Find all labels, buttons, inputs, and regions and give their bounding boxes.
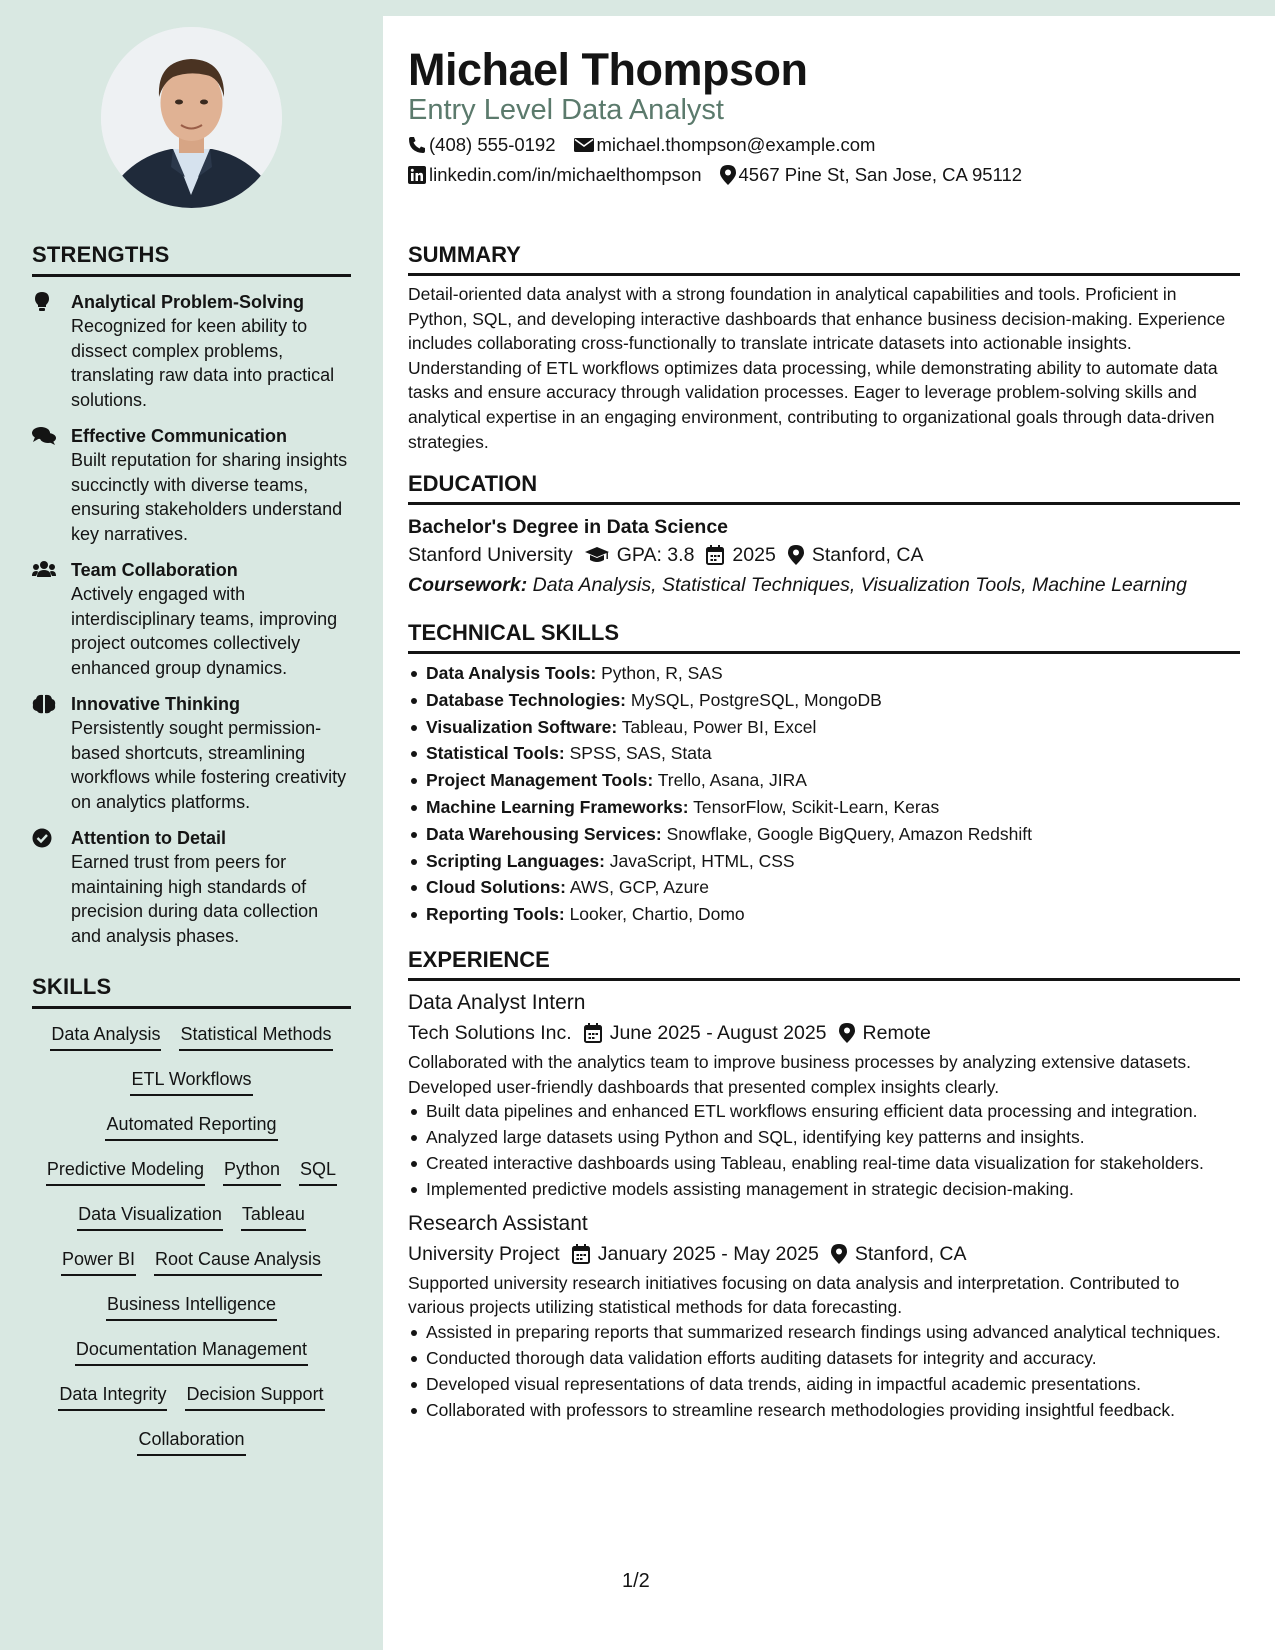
- email-text[interactable]: michael.thompson@example.com: [596, 134, 876, 155]
- list-item: [408, 821, 1240, 848]
- job-title: Research Assistant: [408, 1211, 588, 1235]
- envelope-icon: [574, 137, 594, 153]
- coursework-line: [408, 570, 1240, 600]
- technical-skills-list: [408, 660, 1240, 928]
- skills-list: [32, 1021, 351, 1471]
- address-text: 4567 Pine St, San Jose, CA 95112: [738, 164, 1023, 185]
- skill-label: Scripting Languages:: [426, 850, 605, 871]
- comments-icon: [32, 426, 56, 446]
- degree-title: Bachelor's Degree in Data Science: [408, 516, 729, 538]
- users-icon: [32, 560, 56, 580]
- check-circle-icon: [32, 828, 56, 848]
- skill-tag: Decision Support: [185, 1381, 324, 1411]
- job-bullets: [408, 1320, 1240, 1423]
- job-location: Remote: [862, 1022, 931, 1044]
- technical-skills-heading: TECHNICAL SKILLS: [408, 620, 1240, 654]
- skill-tag: Tableau: [241, 1201, 306, 1231]
- skill-value: JavaScript, HTML, CSS: [609, 850, 795, 871]
- education-heading: EDUCATION: [408, 471, 1240, 505]
- experience-section: [408, 947, 1240, 1424]
- skill-value: Tableau, Power BI, Excel: [621, 716, 817, 737]
- brain-icon: [32, 694, 56, 714]
- coursework-text: Data Analysis, Statistical Techniques, Visualization Tools, Machine Learning: [532, 574, 1187, 596]
- map-pin-icon: [720, 165, 736, 185]
- resume-header: [383, 16, 1275, 216]
- list-item: Implemented predictive models assisting management in strategic decision-making.: [408, 1177, 1240, 1202]
- graduation-year: 2025: [732, 544, 776, 566]
- skill-value: AWS, GCP, Azure: [569, 877, 709, 898]
- strength-desc: Built reputation for sharing insights succinctly with diverse teams, ensuring stakeholders understand key narratives.: [71, 450, 348, 544]
- list-item: Created interactive dashboards using Tableau, enabling real-time data visualization for stakeholders.: [408, 1151, 1240, 1176]
- strength-item: [32, 692, 351, 814]
- year-item: [706, 540, 775, 570]
- graduation-cap-icon: [585, 546, 609, 564]
- job-entry: [408, 1209, 1240, 1423]
- map-pin-icon: [831, 1244, 847, 1264]
- map-pin-icon: [788, 545, 804, 565]
- skill-value: Trello, Asana, JIRA: [657, 770, 807, 791]
- company-name: Tech Solutions Inc.: [408, 1022, 572, 1044]
- phone-text: (408) 555-0192: [429, 134, 556, 155]
- address-item: [720, 164, 1023, 186]
- job-description: Collaborated with the analytics team to improve business processes by analyzing extensive datasets. Developed user-friendly dashboards that presented complex insights clearly.: [408, 1052, 1192, 1097]
- strength-item: [32, 290, 351, 412]
- avatar: [101, 27, 282, 208]
- page-number: 1/2: [622, 1570, 650, 1592]
- skill-label: Project Management Tools:: [426, 770, 654, 791]
- edu-location-item: [788, 540, 924, 570]
- job-bullets: [408, 1099, 1240, 1202]
- skill-tag: Root Cause Analysis: [154, 1246, 322, 1276]
- list-item: [408, 740, 1240, 767]
- list-item: Assisted in preparing reports that summarized research findings using advanced analytical techniques.: [408, 1320, 1240, 1345]
- strength-item: [32, 826, 351, 948]
- strength-title: Attention to Detail: [71, 828, 226, 848]
- skill-label: Machine Learning Frameworks:: [426, 796, 689, 817]
- skill-tag: Automated Reporting: [105, 1111, 277, 1141]
- education-section: [408, 471, 1240, 600]
- strength-title: Team Collaboration: [71, 560, 238, 580]
- skill-tag: ETL Workflows: [130, 1066, 252, 1096]
- summary-text: Detail-oriented data analyst with a strong foundation in analytical capabilities and tools. Proficient in Python, SQL, and developing interactive dashboards that enhance business decision-making. Experience includes collaborating cross-functionally to translate intricate datasets into actionable insights. Understanding of ETL workflows optimizes data processing, while demonstrating ability to automate data tasks and ensure accuracy through validation processes. Eager to leverage problem-solving skills and analytical expertise in an engaging environment, contributing to organizational goals through data-driven strategies.: [408, 284, 1226, 452]
- skill-label: Data Warehousing Services:: [426, 823, 662, 844]
- calendar-icon: [706, 545, 724, 565]
- list-item: [408, 687, 1240, 714]
- list-item: [408, 901, 1240, 928]
- school-name: Stanford University: [408, 544, 573, 566]
- coursework-label: Coursework:: [408, 574, 528, 596]
- skill-tag: Data Visualization: [77, 1201, 223, 1231]
- strength-title: Effective Communication: [71, 426, 288, 446]
- company-item: [408, 1018, 572, 1048]
- skill-tag: Python: [223, 1156, 281, 1186]
- strengths-heading: STRENGTHS: [32, 242, 351, 277]
- strength-desc: Recognized for keen ability to dissect complex problems, translating raw data into practical solutions.: [71, 316, 335, 410]
- phone-item: [408, 134, 556, 156]
- gpa-text: GPA: 3.8: [616, 544, 695, 566]
- strengths-section: [32, 242, 351, 948]
- strength-item: [32, 424, 351, 546]
- skill-tag: SQL: [299, 1156, 337, 1186]
- skill-label: Visualization Software:: [426, 716, 618, 737]
- lightbulb-icon: [32, 292, 56, 312]
- strength-item: [32, 558, 351, 680]
- skills-section: [32, 974, 351, 1471]
- calendar-icon: [572, 1244, 590, 1264]
- job-description: Supported university research initiatives focusing on data analysis and interpretation. Contributed to various projects utilizing statistical methods for data forecasting.: [408, 1272, 1180, 1318]
- candidate-role: Entry Level Data Analyst: [408, 94, 724, 126]
- skill-value: TensorFlow, Scikit-Learn, Keras: [693, 796, 940, 817]
- job-dates: January 2025 - May 2025: [597, 1242, 819, 1265]
- candidate-name: Michael Thompson: [408, 44, 808, 95]
- skill-tag: Data Integrity: [58, 1381, 167, 1411]
- linkedin-text[interactable]: linkedin.com/in/michaelthompson: [429, 164, 702, 185]
- skill-value: Looker, Chartio, Domo: [569, 904, 745, 925]
- skill-label: Statistical Tools:: [426, 743, 565, 764]
- skill-label: Reporting Tools:: [426, 904, 565, 925]
- job-entry: [408, 988, 1240, 1202]
- list-item: [408, 767, 1240, 794]
- linkedin-icon: [408, 166, 426, 184]
- skill-value: MySQL, PostgreSQL, MongoDB: [630, 689, 882, 710]
- contact-line-1: [408, 134, 893, 156]
- dates-item: [584, 1018, 827, 1048]
- school-item: [408, 540, 573, 570]
- edu-location: Stanford, CA: [811, 544, 924, 566]
- skill-tag: Data Analysis: [50, 1021, 161, 1051]
- gpa-item: [585, 540, 695, 570]
- calendar-icon: [584, 1023, 602, 1043]
- linkedin-item[interactable]: [408, 164, 702, 186]
- list-item: [408, 714, 1240, 741]
- job-location-item: [839, 1018, 931, 1048]
- skill-tag: Business Intelligence: [106, 1291, 277, 1321]
- skill-value: Snowflake, Google BigQuery, Amazon Redshift: [666, 823, 1032, 844]
- list-item: Conducted thorough data validation efforts auditing datasets for integrity and accuracy.: [408, 1346, 1240, 1371]
- phone-icon: [408, 136, 426, 154]
- skill-tag: Power BI: [61, 1246, 136, 1276]
- list-item: [408, 874, 1240, 901]
- summary-section: [408, 242, 1240, 454]
- skill-value: Python, R, SAS: [601, 663, 723, 683]
- skill-tag: Collaboration: [137, 1426, 245, 1456]
- summary-heading: SUMMARY: [408, 242, 1240, 276]
- job-dates: June 2025 - August 2025: [609, 1022, 827, 1044]
- list-item: Collaborated with professors to streamline research methodologies providing insightful feedback.: [408, 1398, 1240, 1423]
- list-item: Developed visual representations of data trends, aiding in impactful academic presentations.: [408, 1372, 1240, 1397]
- job-meta: [408, 1018, 1240, 1048]
- strength-desc: Persistently sought permission-based shortcuts, streamlining workflows while fostering creativity on analytics platforms.: [71, 718, 347, 812]
- strength-desc: Earned trust from peers for maintaining high standards of precision during data collection and analysis phases.: [71, 852, 319, 946]
- strength-title: Innovative Thinking: [71, 694, 241, 714]
- list-item: [408, 848, 1240, 875]
- list-item: [408, 660, 1240, 687]
- email-item[interactable]: [574, 134, 876, 156]
- strength-title: Analytical Problem-Solving: [71, 292, 305, 312]
- skill-tag: Documentation Management: [75, 1336, 308, 1366]
- map-pin-icon: [839, 1023, 855, 1043]
- skill-tag: Statistical Methods: [179, 1021, 332, 1051]
- dates-item: [572, 1239, 819, 1269]
- skill-label: Database Technologies:: [426, 689, 627, 710]
- job-location-item: [831, 1239, 967, 1269]
- list-item: [408, 794, 1240, 821]
- technical-skills-section: [408, 620, 1240, 928]
- job-meta: [408, 1239, 1240, 1269]
- skill-tag: Predictive Modeling: [46, 1156, 205, 1186]
- skill-label: Data Analysis Tools:: [426, 663, 597, 683]
- company-item: [408, 1239, 560, 1269]
- list-item: Built data pipelines and enhanced ETL workflows ensuring efficient data processing and integration.: [408, 1099, 1240, 1124]
- strength-desc: Actively engaged with interdisciplinary teams, improving project outcomes collectively enhanced group dynamics.: [71, 584, 338, 678]
- experience-heading: EXPERIENCE: [408, 947, 1240, 981]
- job-location: Stanford, CA: [854, 1242, 967, 1265]
- company-name: University Project: [408, 1242, 560, 1265]
- job-title: Data Analyst Intern: [408, 991, 586, 1014]
- list-item: Analyzed large datasets using Python and SQL, identifying key patterns and insights.: [408, 1125, 1240, 1150]
- education-meta: [408, 540, 1240, 570]
- contact-line-2: [408, 164, 1040, 186]
- skill-value: SPSS, SAS, Stata: [569, 743, 712, 764]
- skill-label: Cloud Solutions:: [426, 877, 566, 898]
- skills-heading: SKILLS: [32, 974, 351, 1009]
